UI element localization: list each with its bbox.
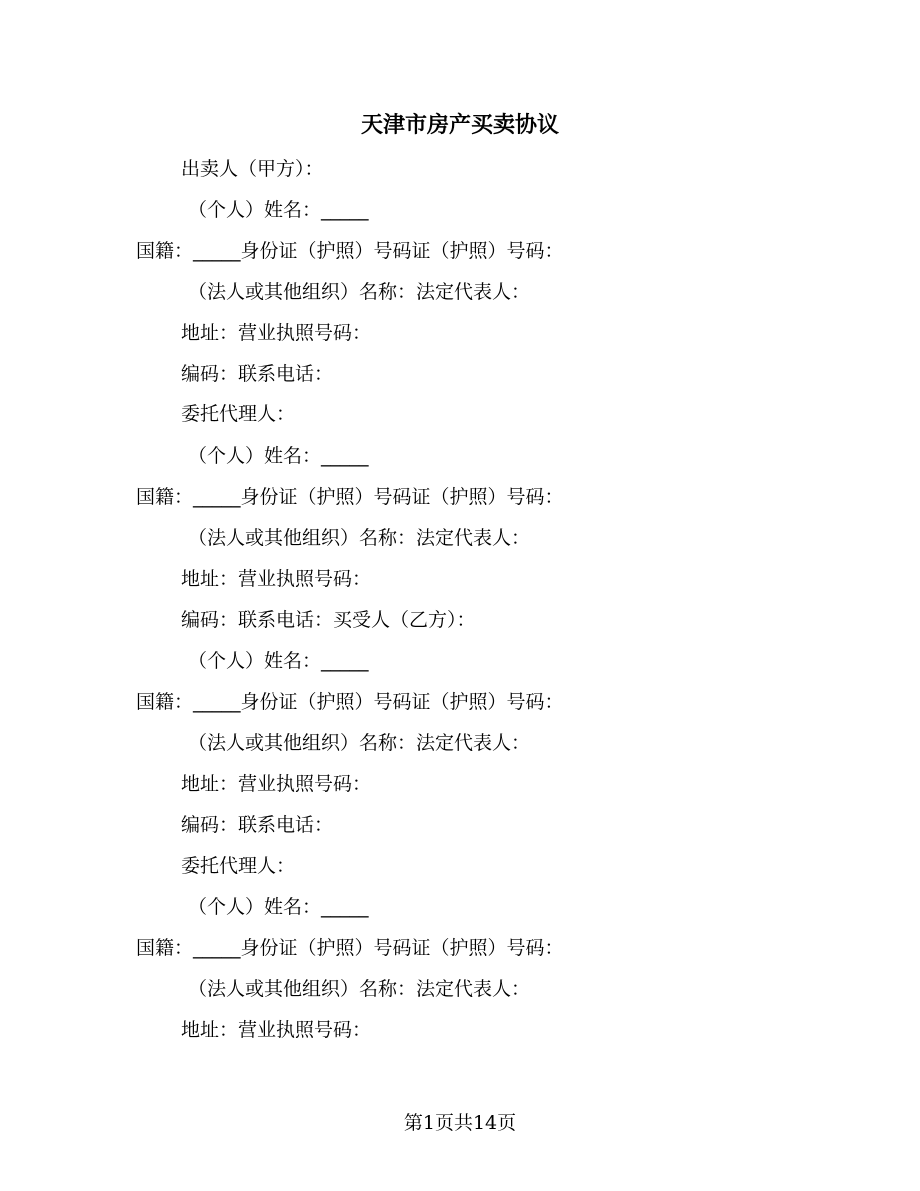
seller-address: 地址：营业执照号码：: [181, 322, 372, 344]
buyer-agent-org-name: （法人或其他组织）名称：法定代表人：: [188, 978, 531, 1000]
seller-agent-name: （个人）姓名：_____: [188, 445, 369, 467]
seller-agent-org-name: （法人或其他组织）名称：法定代表人：: [188, 527, 531, 549]
buyer-personal-name: （个人）姓名：_____: [188, 650, 369, 672]
buyer-agent-heading: 委托代理人：: [181, 855, 296, 877]
seller-nationality-id: 国籍：_____身份证（护照）号码证（护照）号码：: [136, 240, 564, 262]
seller-personal-name: （个人）姓名：_____: [188, 199, 369, 221]
buyer-agent-nationality-id: 国籍：_____身份证（护照）号码证（护照）号码：: [136, 937, 564, 959]
buyer-agent-name: （个人）姓名：_____: [188, 896, 369, 918]
seller-agent-address: 地址：营业执照号码：: [181, 568, 372, 590]
buyer-agent-address: 地址：营业执照号码：: [181, 1019, 372, 1041]
seller-agent-code-phone-buyer-heading: 编码：联系电话：买受人（乙方）：: [181, 609, 476, 631]
buyer-address: 地址：营业执照号码：: [181, 773, 372, 795]
seller-heading: 出卖人（甲方）：: [181, 158, 324, 180]
buyer-nationality-id: 国籍：_____身份证（护照）号码证（护照）号码：: [136, 691, 564, 713]
seller-org-name: （法人或其他组织）名称：法定代表人：: [188, 281, 531, 303]
buyer-org-name: （法人或其他组织）名称：法定代表人：: [188, 732, 531, 754]
document-title: 天津市房产买卖协议: [360, 113, 559, 138]
page-footer: 第1页共14页: [403, 1112, 517, 1134]
seller-code-phone: 编码：联系电话：: [181, 363, 334, 385]
seller-agent-nationality-id: 国籍：_____身份证（护照）号码证（护照）号码：: [136, 486, 564, 508]
buyer-code-phone: 编码：联系电话：: [181, 814, 334, 836]
seller-agent-heading: 委托代理人：: [181, 403, 296, 425]
